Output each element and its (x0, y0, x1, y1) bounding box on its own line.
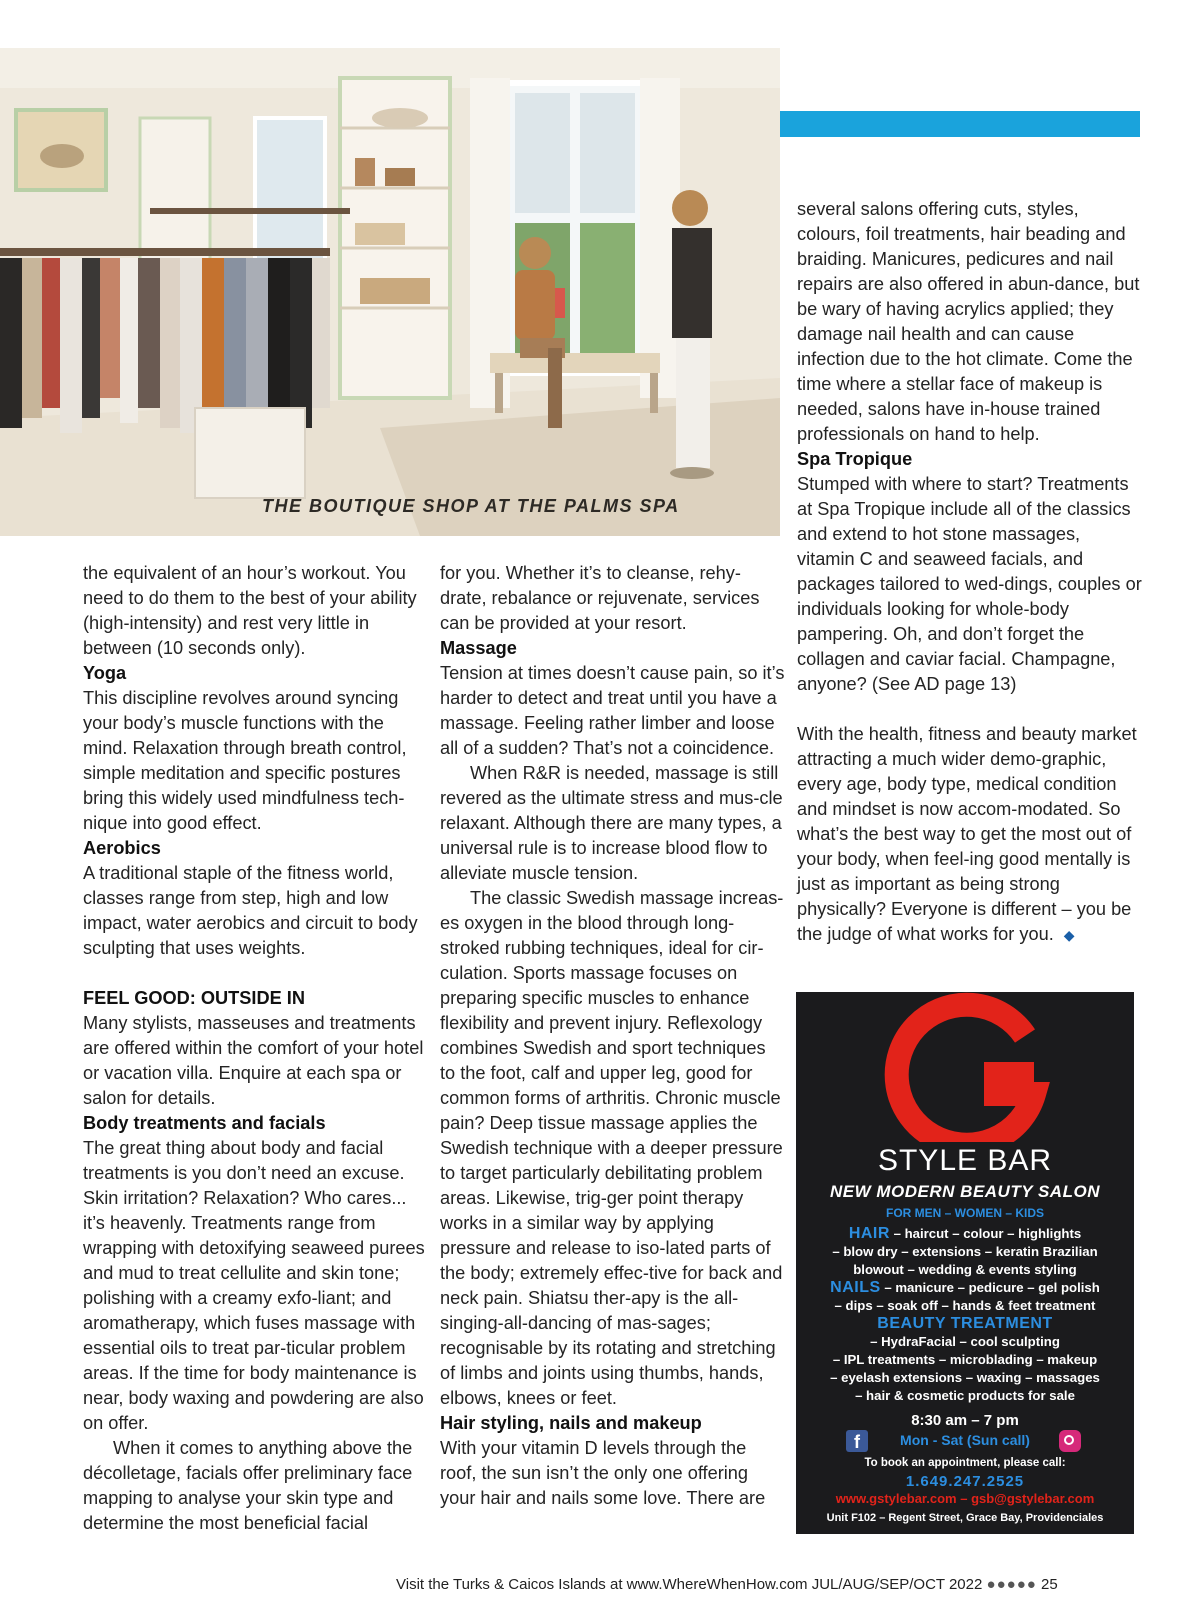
body-paragraph: This discipline revolves around syncing your body’s muscle functions with the mind. Relaxation through breath control, simple meditation and specific postures bring this widely used mindfulness tech-nique into good effect. (83, 688, 407, 833)
body-paragraph: several salons offering cuts, styles, colours, foil treatments, hair beading and braiding. Manicures, pedicures and nail repairs are also offered in abun-dance, but be wary of having acrylics applied; they damage nail health and can cause infection due to the hot climate. Come the time where a stellar face of makeup is needed, salons have in-house trained professionals on hand to help. (797, 199, 1140, 444)
ad-audience: FOR MEN – WOMEN – KIDS (885, 1206, 1044, 1220)
ad-beauty-line-2: – IPL treatments – microblading – makeup (832, 1352, 1098, 1367)
text-column-2 (440, 561, 785, 1511)
ad-booking-text: To book an appointment, please call: (864, 1457, 1066, 1469)
ad-web-email[interactable]: www.gstylebar.com – gsb@gstylebar.com (835, 1491, 1095, 1506)
ad-nails-line-2: – dips – soak off – hands & feet treatment (834, 1298, 1096, 1313)
body-paragraph: With the health, fitness and beauty market attracting a much wider demo-graphic, every age, body type, medical condition and mindset is now accom-modated. So what’s the best way to get the most out of your body, when feel-ing good mentally is just as important as being strong physically? Everyone is different – you be the judge of what works for you. ◆ (797, 724, 1137, 944)
ad-phone[interactable]: 1.649.247.2525 (905, 1473, 1025, 1490)
ad-tagline: NEW MODERN BEAUTY SALON (830, 1182, 1100, 1201)
body-paragraph: Many stylists, masseuses and treatments are offered within the comfort of your hotel or vacation villa. Enquire at each spa or salon for details. (83, 1013, 424, 1108)
ad-days: Mon - Sat (Sun call) (900, 1432, 1030, 1448)
ad-beauty-line-4: – hair & cosmetic products for sale (855, 1388, 1075, 1403)
body-paragraph: A traditional staple of the fitness world, classes range from step, high and low impact, water aerobics and circuit to body sculpting that uses weights. (83, 863, 418, 958)
ad-hours: 8:30 am – 7 pm (911, 1412, 1019, 1429)
ad-hair-heading: HAIR (848, 1225, 890, 1242)
ad-nails-line-1: – manicure – pedicure – gel polish (880, 1280, 1100, 1295)
body-paragraph: With your vitamin D levels through the roof, the sun isn’t the only one offering your hair and nails some love. There are (440, 1438, 766, 1508)
ad-nails-heading: NAILS (830, 1279, 881, 1296)
body-paragraph: for you. Whether it’s to cleanse, rehy-drate, rebalance or rejuvenate, services can be provided at your resort. (440, 563, 760, 633)
section-heading: Spa Tropique (797, 449, 913, 469)
body-paragraph: Stumped with where to start? Treatments at Spa Tropique include all of the classics and extend to hot stone massages, vitamin C and seaweed facials, and packages tailored to wed-dings, couples or individuals looking for whole-body pampering. Oh, and don’t forget the collagen and caviar facial. Champagne, anyone? (See AD page 13) (797, 474, 1142, 694)
body-paragraph: Tension at times doesn’t cause pain, so it’s harder to detect and treat until you have a massage. Feeling rather limber and loose all of a sudden? That’s not a coincidence. (440, 663, 785, 758)
section-heading: Hair styling, nails and makeup (440, 1413, 702, 1433)
body-paragraph: The classic Swedish massage increas-es oxygen in the blood through long-stroked rubbing techniques, ideal for cir-culation. Sports massage focuses on preparing specific muscles to enhance flexibility and prevent injury. Reflexology combines Swedish and sport techniques to the foot, calf and upper leg, good for common forms of arthritis. Chronic muscle pain? Deep tissue massage applies the Swedish technique with a deeper pressure to target particularly debilitating problem areas. Likewise, trig-ger point therapy works in a similar way by applying pressure and release to iso-lated parts of the body; extremely effec-tive for back and neck pain. Shiatsu ther-apy is the all-singing-all-dancing of mas-sages; recognisable by its rotating and stretching of limbs and joints using thumbs, hands, elbows, knees or feet. (440, 888, 784, 1408)
ad-beauty-heading: BEAUTY TREATMENT (877, 1315, 1053, 1332)
accent-bar (780, 111, 1140, 137)
ad-hair-line-3: blowout – wedding & events styling (853, 1262, 1077, 1277)
boutique-photo (0, 48, 780, 536)
page-footer (396, 1576, 1136, 1593)
section-heading: Body treatments and facials (83, 1113, 326, 1133)
footer-dots: ●●●●● (986, 1576, 1037, 1593)
paragraph-gap (797, 697, 1142, 722)
body-paragraph: When it comes to anything above the décolletage, facials offer preliminary face mapping to analyse your skin type and determine the most beneficial facial (83, 1438, 413, 1533)
text-column-1 (83, 561, 428, 1536)
paragraph-gap (83, 961, 428, 986)
section-heading: Yoga (83, 663, 127, 683)
text-column-3 (797, 197, 1142, 948)
section-heading: Aerobics (83, 838, 161, 858)
ad-beauty-line-3: – eyelash extensions – waxing – massages (830, 1370, 1100, 1385)
instagram-icon[interactable] (1059, 1430, 1081, 1452)
body-paragraph: the equivalent of an hour’s workout. You need to do them to the best of your ability (high-intensity) and rest very little in between (10 seconds only). (83, 563, 417, 658)
facebook-icon[interactable]: f (846, 1430, 868, 1452)
ad-services (796, 1225, 1134, 1405)
section-heading: FEEL GOOD: OUTSIDE IN (83, 988, 305, 1008)
ad-hair-line-2: – blow dry – extensions – keratin Brazilian (832, 1244, 1098, 1259)
section-heading: Massage (440, 638, 517, 658)
ad-brand: STYLE BAR (877, 1144, 1053, 1177)
footer-text: Visit the Turks & Caicos Islands at www.WhereWhenHow.com JUL/AUG/SEP/OCT 2022 (396, 1576, 983, 1593)
ad-beauty-line-1: – HydraFacial – cool sculpting (870, 1334, 1060, 1349)
body-paragraph: The great thing about body and facial treatments is you don’t need an excuse. Skin irritation? Relaxation? Who cares... it’s heavenly. Treatments range from wrapping with detoxifying seaweed purees and mud to treat cellulite and skin tone; polishing with a creamy exfo-liant; and aromatherapy, which fuses massage with essential oils to treat par-ticular problem areas. If the time for body maintenance is near, body waxing and powdering are also on offer. (83, 1138, 425, 1433)
ad-hair-line-1: – haircut – colour – highlights (889, 1226, 1082, 1241)
page-number: 25 (1041, 1576, 1058, 1593)
g-logo-icon (796, 992, 1134, 1142)
photo-caption: THE BOUTIQUE SHOP AT THE PALMS SPA (262, 496, 680, 516)
end-mark-icon: ◆ (1063, 927, 1075, 943)
style-bar-ad (796, 992, 1134, 1534)
body-paragraph: When R&R is needed, massage is still revered as the ultimate stress and mus-cle relaxant. Although there are many types, a universal rule is to increase blood flow to alleviate muscle tension. (440, 763, 783, 883)
ad-address: Unit F102 – Regent Street, Grace Bay, Providenciales (826, 1512, 1104, 1524)
